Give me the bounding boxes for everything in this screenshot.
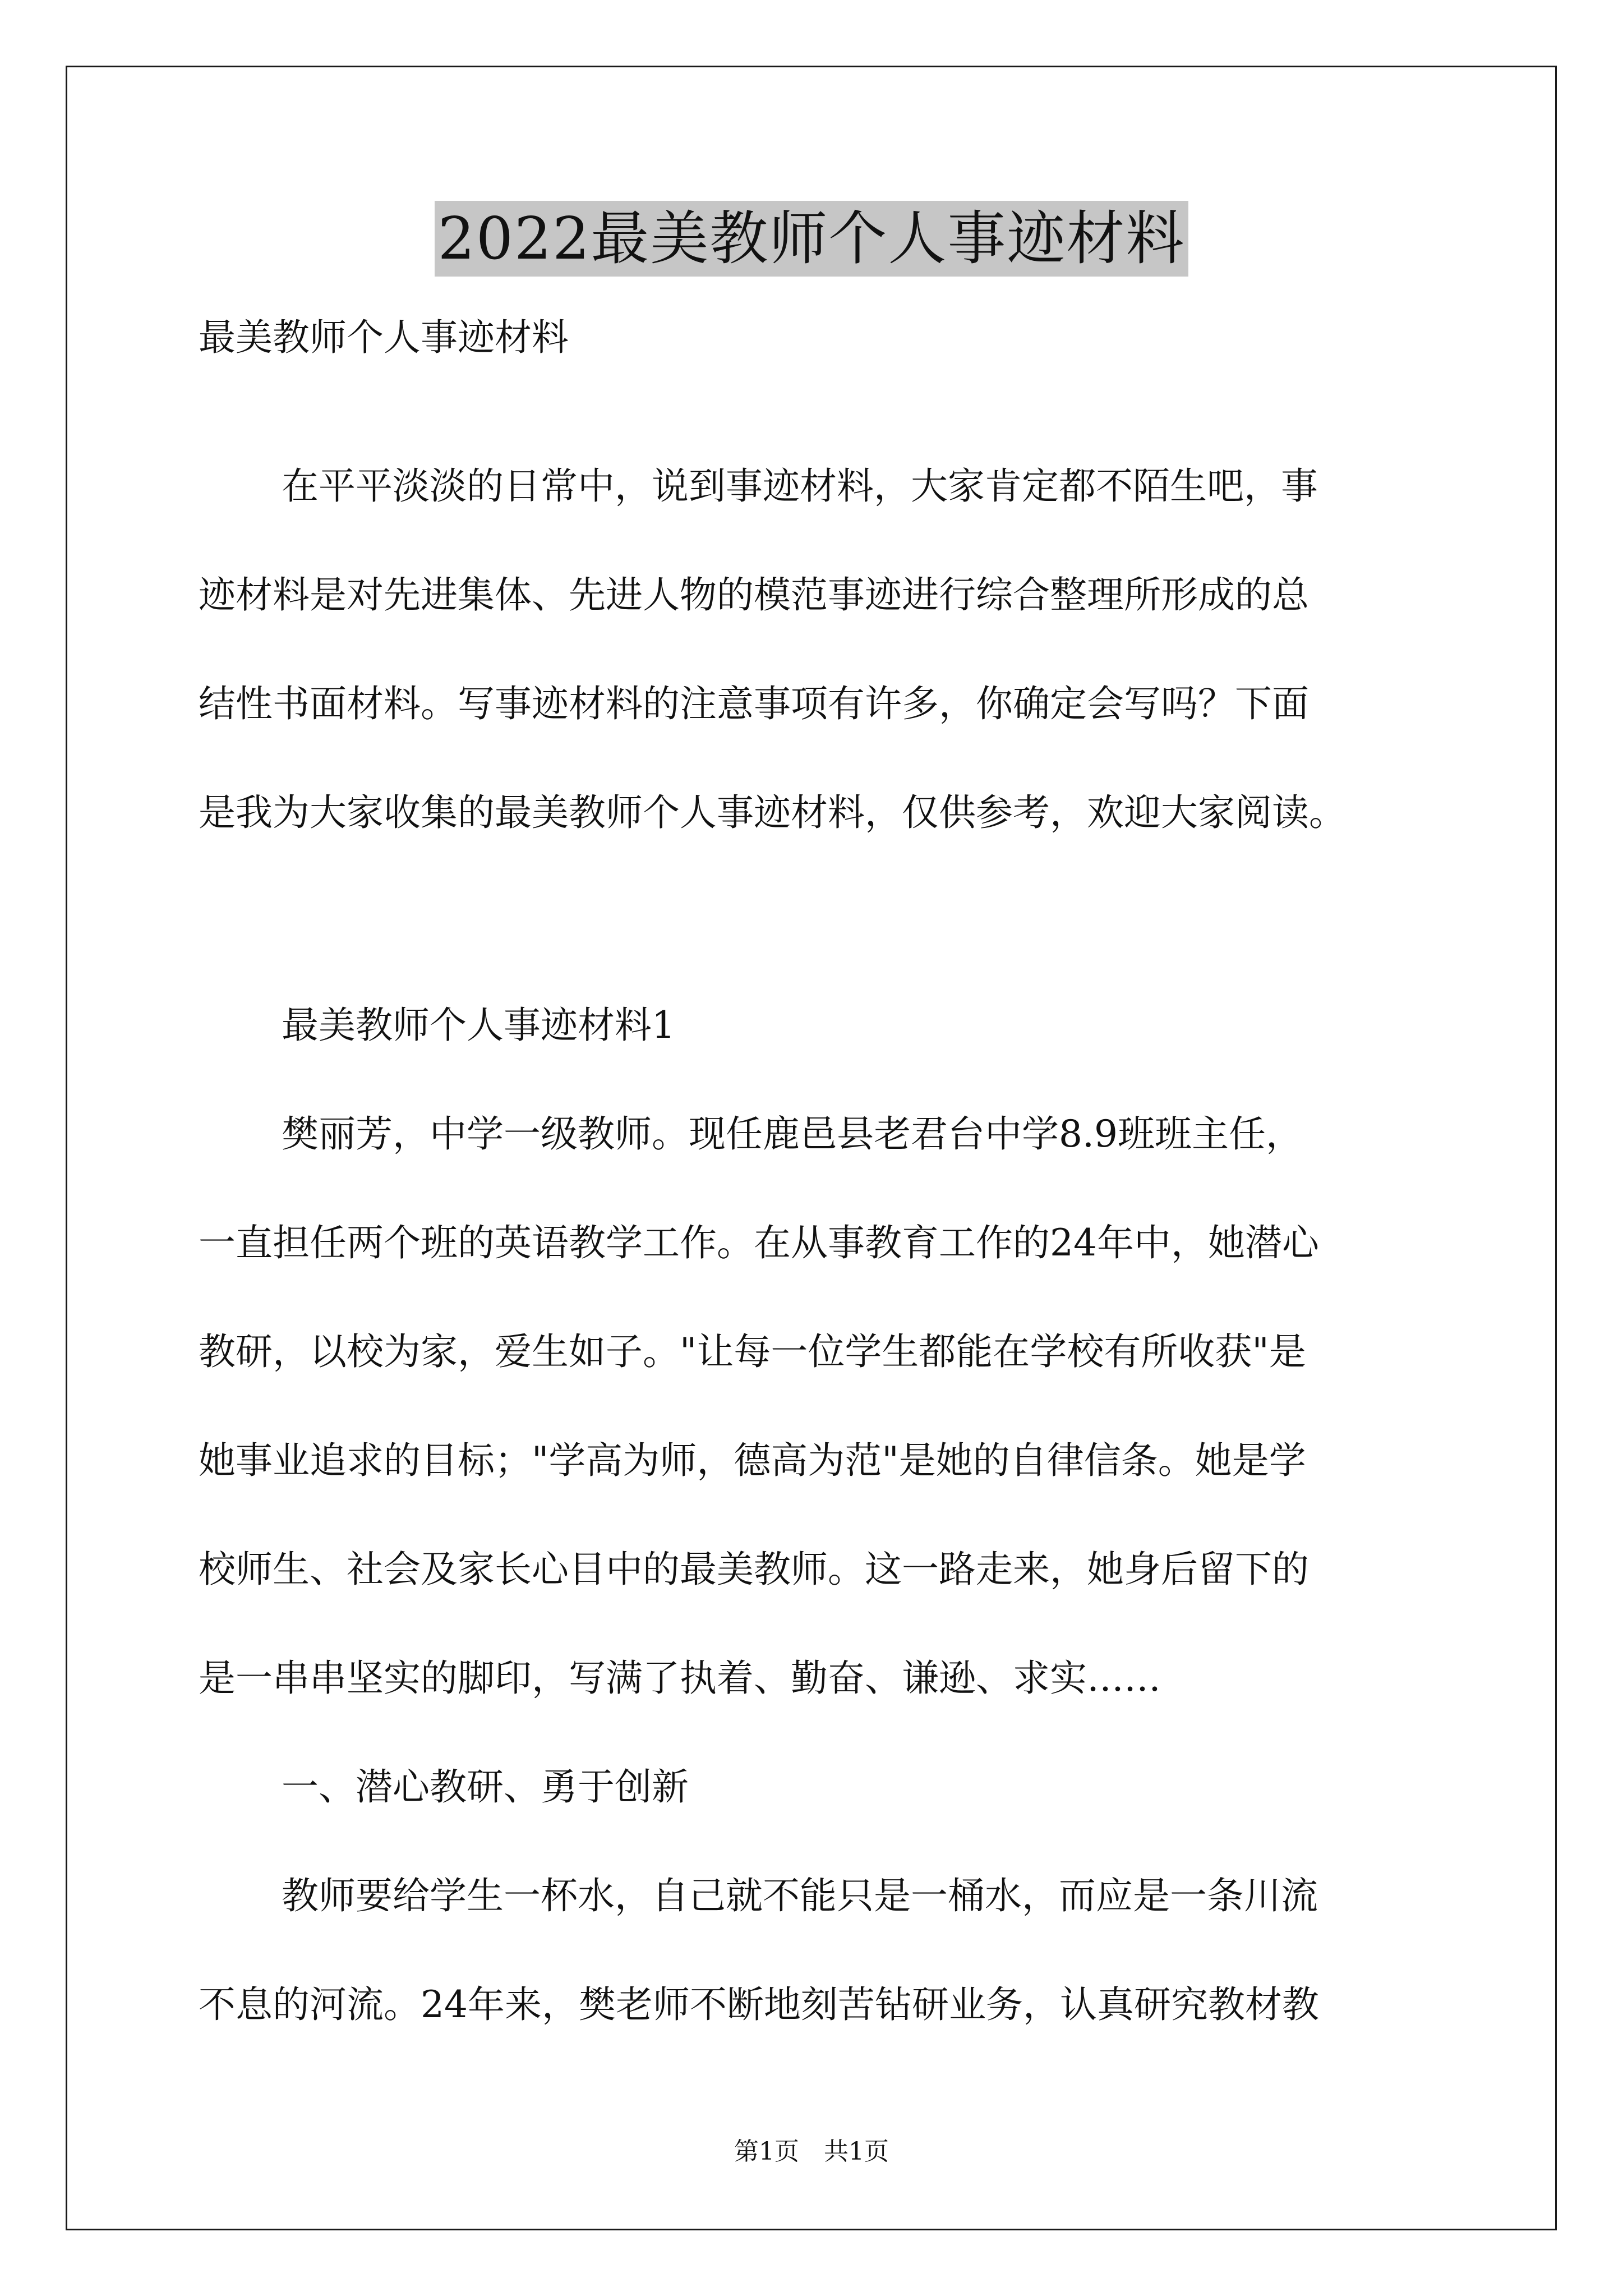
paragraph-line: 她事业追求的目标；"学高为师，德高为范"是她的自律信条。她是学	[199, 1439, 1306, 1482]
paragraph-line: 校师生、社会及家长心目中的最美教师。这一路走来，她身后留下的	[199, 1548, 1309, 1591]
paragraph-line: 一直担任两个班的英语教学工作。在从事教育工作的24年中，她潜心	[199, 1221, 1319, 1264]
document-title: 2022最美教师个人事迹材料	[435, 201, 1189, 277]
paragraph-line: 是一串串坚实的脚印，写满了执着、勤奋、谦逊、求实……	[199, 1657, 1161, 1700]
title-container	[0, 201, 1623, 277]
subtitle-line: 最美教师个人事迹材料	[199, 316, 569, 359]
paragraph-line: 教师要给学生一杯水，自己就不能只是一桶水，而应是一条川流	[282, 1874, 1318, 1917]
paragraph-line: 在平平淡淡的日常中，说到事迹材料，大家肯定都不陌生吧，事	[282, 464, 1318, 508]
subsection-heading: 一、潜心教研、勇于创新	[282, 1765, 689, 1809]
paragraph-line: 结性书面材料。写事迹材料的注意事项有许多，你确定会写吗？下面	[199, 682, 1309, 725]
page-footer: 第1页 共1页	[734, 2137, 889, 2166]
paragraph-line: 不息的河流。24年来，樊老师不断地刻苦钻研业务，认真研究教材教	[199, 1983, 1319, 2026]
paragraph-line: 迹材料是对先进集体、先进人物的模范事迹进行综合整理所形成的总	[199, 573, 1309, 616]
paragraph-line: 教研，以校为家，爱生如子。"让每一位学生都能在学校有所收获"是	[199, 1330, 1306, 1373]
paragraph-line: 樊丽芳，中学一级教师。现任鹿邑县老君台中学8.9班班主任，	[282, 1112, 1303, 1156]
section-heading: 最美教师个人事迹材料1	[282, 1004, 675, 1047]
paragraph-line: 是我为大家收集的最美教师个人事迹材料，仅供参考，欢迎大家阅读。	[199, 791, 1346, 834]
